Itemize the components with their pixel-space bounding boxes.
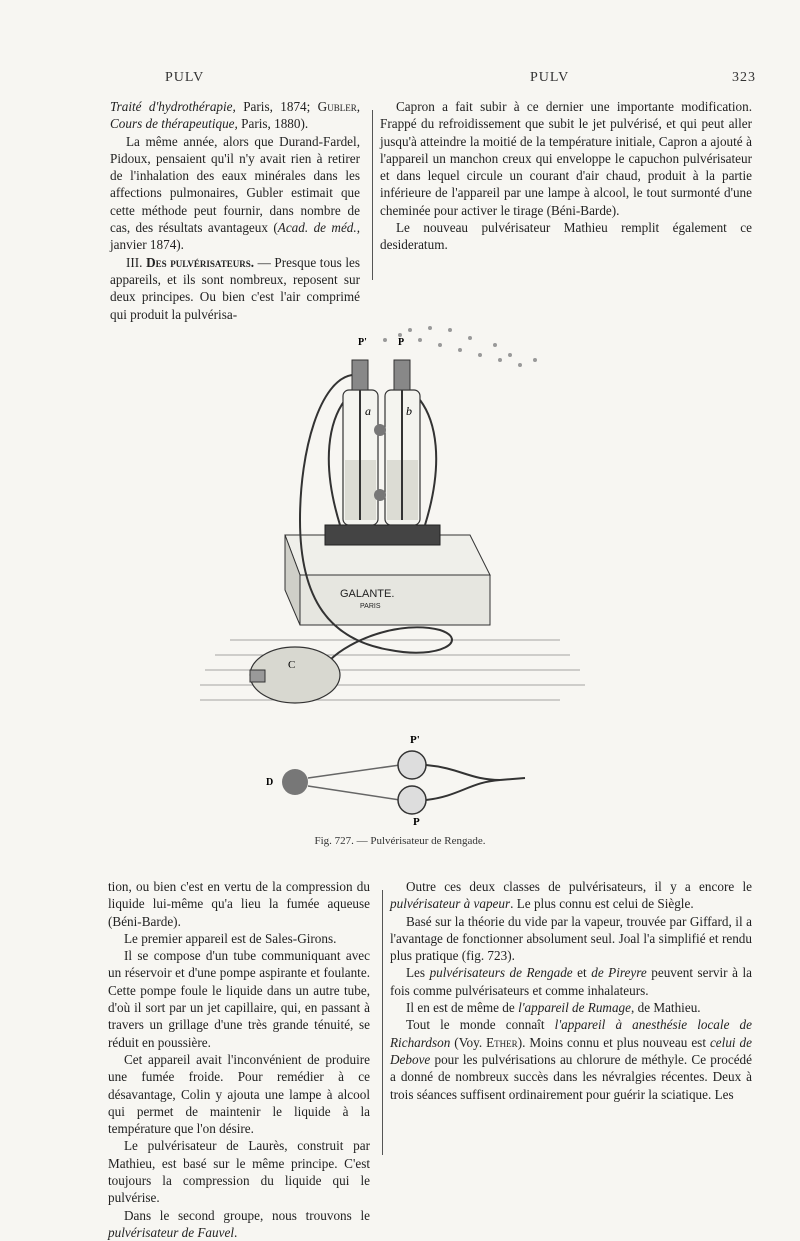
section-heading: Des pulvérisateurs. bbox=[146, 254, 255, 270]
box-sublabel: PARIS bbox=[360, 603, 381, 610]
paragraph: Le pulvérisateur de Laurès, construit par Mathieu, est basé sur le même principe. C'est toujours la compression du liquide qui le pulvérise. bbox=[108, 1138, 370, 1206]
running-header-right: PULV bbox=[530, 70, 570, 85]
section-paragraph: III. Des pulvérisateurs. — Presque tous les appareils, et ils sont nombreux, reposent sur deux principes. Ou bien c'est l'air comprimé qui produit la pulvérisa- bbox=[110, 254, 361, 322]
paragraph: La même année, alors que Durand-Fardel, Pidoux, pensaient qu'il n'y avait rien à retirer de l'inhalation des eaux minérales dans les affections pulmonaires, Gubler estimait que cette méthode peut fournir, dans nombre de cas, des résultats avantageux (Acad. de méd., janvier 1874). bbox=[110, 133, 360, 253]
paragraph: Le nouveau pulvérisateur Mathieu remplit également ce desideratum. bbox=[380, 220, 752, 253]
paragraph: Il se compose d'un tube communiquant avec un réservoir et d'une pompe aspirante et foulante. Cette pompe foule le liquide dans un autre tube, d'où il sort par un jet capillaire, qui, en passant à travers un grillage d'une très grande ténuité, se réduit en poussière. bbox=[108, 948, 370, 1050]
label-p-prime: P' bbox=[358, 337, 367, 348]
page-number: 323 bbox=[732, 70, 756, 85]
bottom-left-column bbox=[108, 878, 370, 1241]
label-b: b bbox=[406, 404, 412, 418]
label-p-prime-plan: P' bbox=[410, 734, 420, 746]
paragraph: Capron a fait subir à ce dernier une importante modification. Frappé du refroidissement que subit le jet pulvérisé, et qui peut aller jusqu'à atteindre la moitié de la température initiale, Capron a ajouté à l'appareil un manchon creux qui enveloppe le capuchon pulvérisateur et dans lequel circule un courant d'air chaud, produit à la partie inférieure de l'appareil par une lampe à alcool, le tout surmonté d'une cheminée pour activer le tirage (Béni-Barde). bbox=[380, 99, 752, 218]
paragraph: Basé sur la théorie du vide par la vapeur, trouvée par Giffard, il a l'avantage de fonctionner absolument seul. Joal l'a simplifié et rendu plus pratique (fig. 723). bbox=[390, 913, 752, 964]
label-c: C bbox=[288, 659, 296, 671]
reference-line: Traité d'hydrothérapie, Paris, 1874; Gubler, Cours de thérapeutique, Paris, 1880). bbox=[110, 99, 360, 132]
paragraph: Tout le monde connaît l'appareil à anesthésie locale de Richardson (Voy. Ether). Moins connu et plus nouveau est celui de Debove pour les pulvérisations au chlorure de méthyle. Ce procédé a donné de nombreux succès dans les névralgies récentes. Deux à trois séances suffisent ordinairement pour guérir la sciatique. Les bbox=[390, 1017, 753, 1102]
paragraph: Il en est de même de l'appareil de Rumage, de Mathieu. bbox=[406, 1000, 701, 1016]
label-p-plan: P bbox=[413, 816, 420, 828]
paragraph: Le premier appareil est de Sales-Girons. bbox=[124, 930, 337, 946]
figure-caption: Fig. 727. — Pulvérisateur de Rengade. bbox=[314, 835, 486, 847]
column-rule-bottom bbox=[382, 890, 383, 1155]
paragraph: Outre ces deux classes de pulvérisateurs, il y a encore le pulvérisateur à vapeur. Le plus connu est celui de Siègle. bbox=[390, 879, 752, 912]
label-p: P bbox=[398, 337, 405, 348]
paragraph: Dans le second groupe, nous trouvons le pulvérisateur de Fauvel. bbox=[108, 1207, 370, 1240]
paragraph: Cet appareil avait l'inconvénient de produire une fumée froide. Pour remédier à ce désavantage, Colin y ajouta une lampe à alcool qui permet de maintenir le liquide à la température que l'on désire. bbox=[108, 1051, 370, 1137]
paragraph: Les pulvérisateurs de Rengade et de Pireyre peuvent servir à la fois comme pulvérisateurs et comme inhalateurs. bbox=[390, 965, 752, 998]
paragraph: tion, ou bien c'est en vertu de la compression du liquide lui-même qu'a lieu la fumée aqueuse (Béni-Barde). bbox=[108, 879, 370, 929]
label-d: D bbox=[266, 777, 274, 788]
box-label: GALANTE. bbox=[340, 588, 395, 600]
label-a: a bbox=[365, 404, 371, 418]
running-header-left: PULV bbox=[165, 70, 205, 85]
bottom-right-column bbox=[390, 878, 752, 1103]
